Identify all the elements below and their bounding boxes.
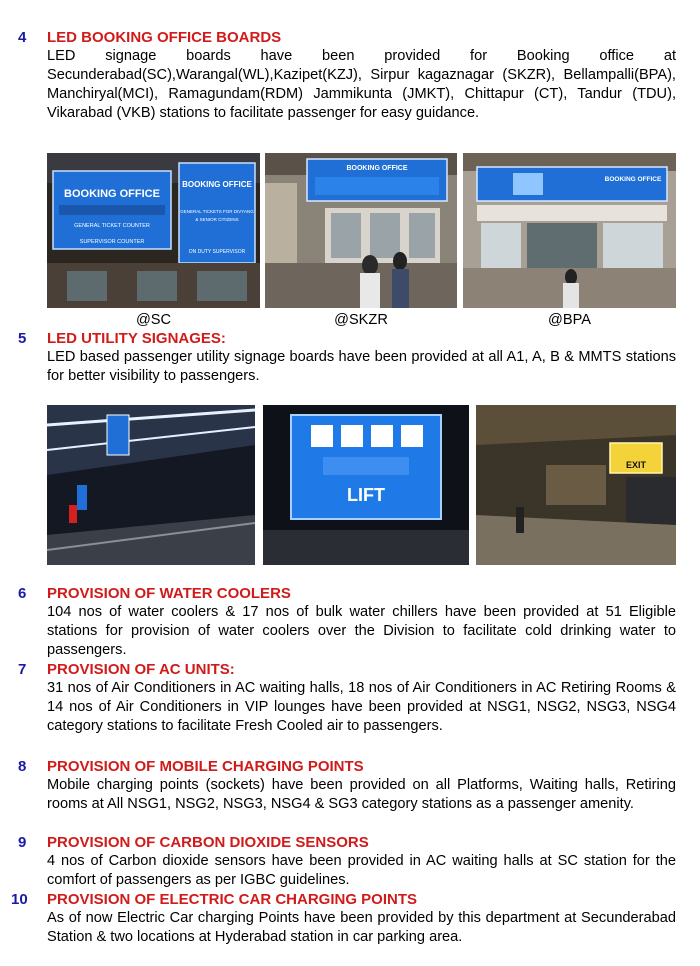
- photo-platform-signage: [47, 405, 255, 565]
- skzr-board-title: BOOKING OFFICE: [346, 165, 408, 172]
- sc-board-right-title: BOOKING OFFICE: [182, 180, 252, 189]
- section-number: 6: [18, 585, 27, 602]
- section-heading: PROVISION OF WATER COOLERS: [47, 585, 291, 602]
- section-heading: LED UTILITY SIGNAGES:: [47, 330, 226, 347]
- photo-skzr-booking-office: [265, 153, 457, 308]
- section-heading: PROVISION OF MOBILE CHARGING POINTS: [47, 758, 364, 775]
- bpa-board-title: BOOKING OFFICE: [604, 176, 662, 183]
- photo-caption: @SC: [135, 312, 172, 328]
- section-number: 8: [18, 758, 27, 775]
- section-heading: PROVISION OF ELECTRIC CAR CHARGING POINTS: [47, 891, 418, 908]
- photo-caption: @BPA: [548, 312, 591, 328]
- photo-bpa-booking-office: [463, 153, 676, 308]
- photo-caption: @SKZR: [334, 312, 388, 328]
- photo-sc-booking-office: [47, 153, 260, 308]
- section-body: 4 nos of Carbon dioxide sensors have been provided in AC waiting halls at SC station for the comfort of passengers as per IGBC guidelines.: [47, 853, 676, 888]
- sc-board-left-sub1: GENERAL TICKET COUNTER: [74, 223, 150, 229]
- section-number: 4: [18, 29, 27, 46]
- section-heading: PROVISION OF AC UNITS:: [47, 661, 235, 678]
- section-number: 9: [18, 834, 27, 851]
- section-body: As of now Electric Car charging Points have been provided by this department at Secunderabad Station & two locations at Hyderabad station in car parking area.: [47, 910, 676, 945]
- section-heading: LED BOOKING OFFICE BOARDS: [47, 29, 282, 46]
- lift-sign-text: LIFT: [347, 485, 385, 505]
- sc-board-right-sub1: GENERAL TICKETS FOR DIVYANG: [180, 209, 254, 214]
- section-number: 7: [18, 661, 27, 678]
- sc-board-right-sub3: ON DUTY SUPERVISOR: [188, 249, 246, 255]
- section-body: LED signage boards have been provided for Booking office at Secunderabad(SC),Warangal(WL),Kazipet(KZJ), Sirpur kagaznagar (SKZR), Bellampalli(BPA), Manchiryal(MCI), Ramagundam(RDM) Jammikunta (JMKT), Chittapur (CT), Tandur (TDU), Vikarabad (VKB) stations to facilitate passenger for easy guidance.: [47, 48, 676, 121]
- section-body: LED based passenger utility signage boards have been provided at all A1, A, B & MMTS stations for better visibility to passengers.: [47, 349, 676, 384]
- photo-lift-signage: [263, 405, 469, 565]
- section-heading: PROVISION OF CARBON DIOXIDE SENSORS: [47, 834, 369, 851]
- section-body: Mobile charging points (sockets) have been provided on all Platforms, Waiting halls, Retiring rooms at All NSG1, NSG2, NSG3, NSG4 & SG3 category stations as a passenger amenity.: [47, 777, 676, 812]
- exit-sign-text: EXIT: [625, 460, 647, 470]
- sc-board-left-sub2: SUPERVISOR COUNTER: [79, 239, 145, 245]
- sc-board-left-title: BOOKING OFFICE: [64, 188, 160, 200]
- sc-board-right-sub2: & SENIOR CITIZENS: [195, 217, 239, 222]
- photo-exit-signage: [476, 405, 676, 565]
- section-number: 5: [18, 330, 27, 347]
- section-body: 31 nos of Air Conditioners in AC waiting halls, 18 nos of Air Conditioners in AC Retiring Rooms & 14 nos of Air Conditioners in VIP lounges have been provided at NSG1, NSG2, NSG3, NSG4 category stations to facilitate Fresh Cooled air to passengers.: [47, 680, 676, 734]
- section-number: 10: [11, 891, 28, 908]
- section-body: 104 nos of water coolers & 17 nos of bulk water chillers have been provided at 51 Eligible stations for provision of water coolers over the Division to facilitate cold drinking water to passengers.: [47, 604, 676, 658]
